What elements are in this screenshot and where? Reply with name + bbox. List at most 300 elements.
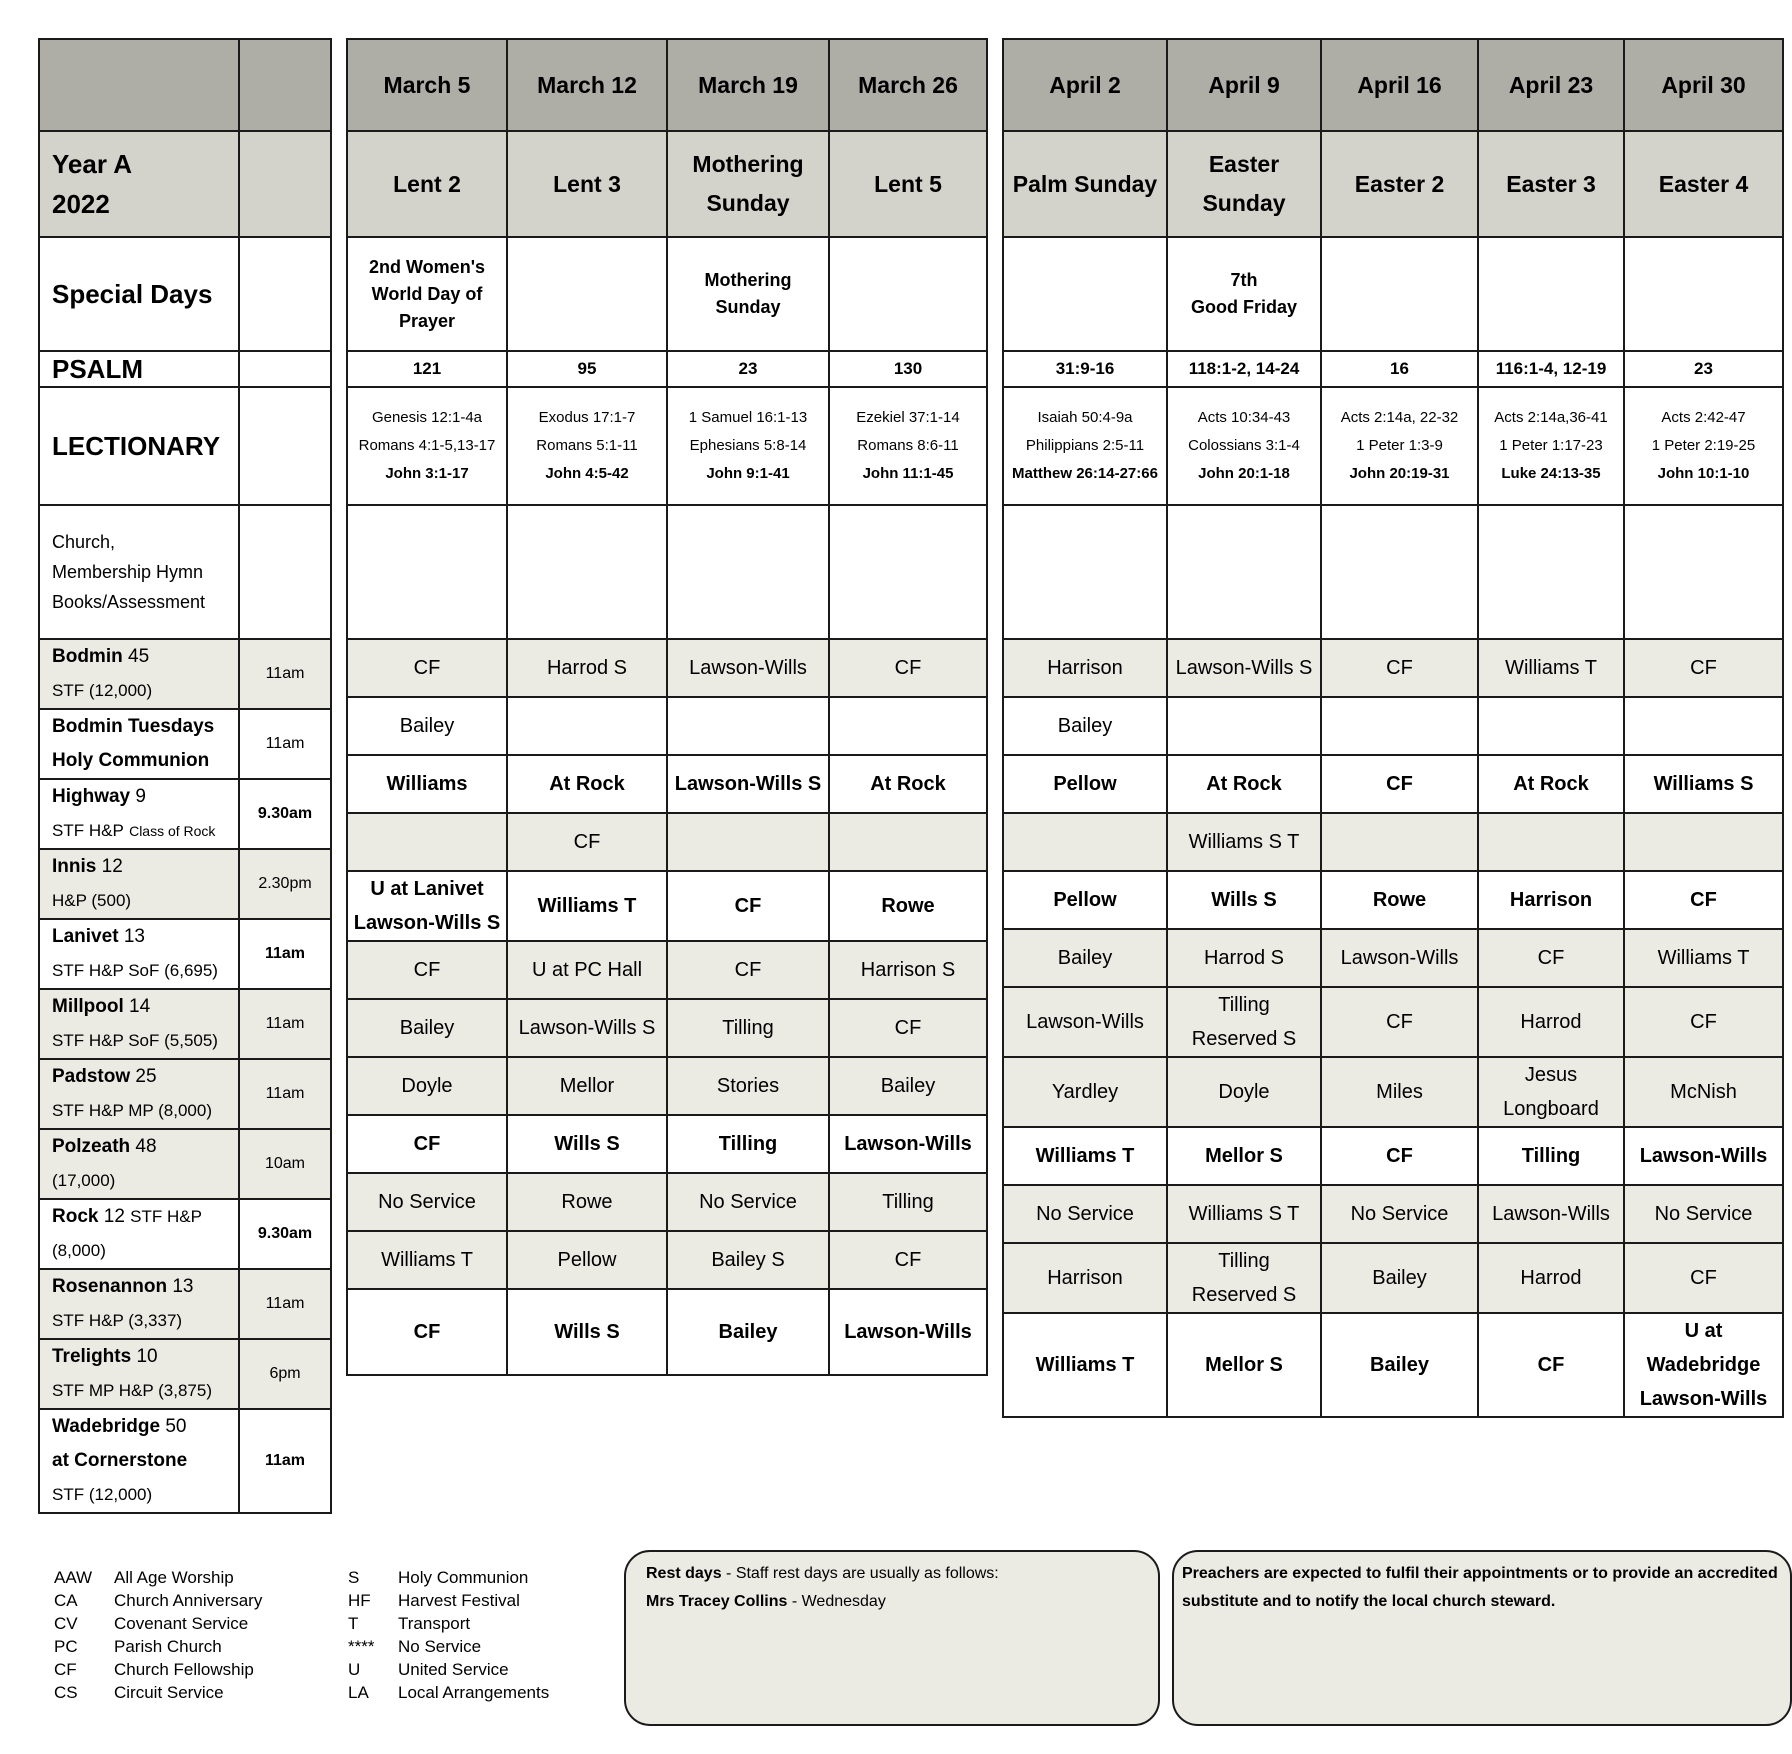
reading: John 20:1-18 (1198, 465, 1290, 482)
preacher-cell (1167, 1313, 1321, 1417)
preacher-cell (1321, 1313, 1478, 1417)
cell-line: Mellor S (1205, 1354, 1283, 1376)
preacher-cell (667, 999, 829, 1057)
legend-abbr: LA (348, 1683, 369, 1702)
preacher-cell (1478, 755, 1624, 813)
cell-line: Bailey (718, 1321, 778, 1343)
cell-line: Bailey (1370, 1354, 1429, 1376)
church-label-line1 (52, 1200, 236, 1234)
church-subline (52, 1304, 236, 1338)
special-row (1003, 237, 1783, 351)
preacher-cell (1003, 1185, 1167, 1243)
preacher-cell (829, 871, 987, 941)
cell-line: Harrison S (860, 959, 956, 981)
cell-line: CF (1690, 889, 1717, 911)
cell-line: Harrod (1520, 1267, 1582, 1289)
cell-line: CF (894, 657, 922, 679)
preacher-cell (1167, 987, 1321, 1057)
preacher-cell (1321, 1243, 1478, 1313)
year-value: 2022 (52, 189, 110, 219)
church-subline (52, 674, 236, 708)
preacher-cell (1321, 987, 1478, 1057)
church-label (39, 709, 239, 779)
legend-abbr: CA (54, 1591, 78, 1610)
cell-line: CF (413, 657, 441, 679)
cell-line: Pellow (1053, 889, 1117, 911)
cell-line: CF (1690, 1267, 1717, 1289)
rest-days-title: Rest days (646, 1565, 722, 1582)
cell-line: Harrod (1520, 1011, 1582, 1033)
lectionary-cell (507, 387, 667, 505)
preacher-cell (507, 1115, 667, 1173)
preachers-notice-line2: substitute and to notify the local church steward. (1182, 1593, 1556, 1610)
church-members: 12 (101, 856, 123, 877)
service-row (1003, 987, 1783, 1057)
service-row (347, 755, 987, 813)
preacher-cell (1624, 1243, 1783, 1313)
psalm-cell: 31:9-16 (1003, 351, 1167, 387)
cell-line: Lawson-Wills (1026, 1011, 1144, 1033)
preacher-cell (1003, 871, 1167, 929)
church-name: Wadebridge (52, 1416, 161, 1437)
preacher-cell (829, 1173, 987, 1231)
year-label: Year A (52, 149, 132, 179)
cell-line: Bailey (1057, 715, 1113, 737)
cell-line: Williams T (537, 895, 637, 917)
membership-cell (1478, 505, 1624, 639)
legend-meaning: Local Arrangements (398, 1683, 550, 1702)
church-row (39, 709, 331, 779)
cell-line: Lent 5 (874, 170, 942, 197)
church-label (39, 1059, 239, 1129)
cell-line: Mothering (704, 270, 792, 290)
date-cell: March 26 (829, 39, 987, 131)
service-row (347, 999, 987, 1057)
cell-line: Wills S (1211, 889, 1277, 911)
service-time: 9.30am (239, 1199, 331, 1269)
preacher-cell (1003, 755, 1167, 813)
church-label (39, 1269, 239, 1339)
preacher-cell (1624, 1313, 1783, 1417)
cell-line: Harrod S (546, 657, 628, 679)
legend-item (54, 1658, 262, 1681)
preacher-cell (829, 1231, 987, 1289)
sunday-cell (1624, 131, 1783, 237)
cell-line: Bailey (399, 1017, 455, 1039)
special-day-cell (1624, 237, 1783, 351)
special-row (347, 237, 987, 351)
service-time: 11am (239, 709, 331, 779)
psalm-cell: 16 (1321, 351, 1478, 387)
church-label-line1 (52, 780, 236, 814)
church-label (39, 1409, 239, 1513)
preacher-cell (1003, 1057, 1167, 1127)
church-label-line1 (52, 1410, 236, 1444)
preacher-cell (1624, 987, 1783, 1057)
church-note: Class of Rock (129, 823, 216, 839)
church-label (39, 779, 239, 849)
corner-time-cell (239, 39, 331, 131)
preachers-notice-box (1172, 1550, 1792, 1726)
cell-line: No Service (1350, 1203, 1449, 1225)
preacher-cell (1003, 639, 1167, 697)
rest-days-staff-name: Mrs Tracey Collins (646, 1593, 788, 1610)
church-label (39, 639, 239, 709)
cell-line: Bailey S (711, 1249, 785, 1271)
legend-abbr: CV (54, 1614, 78, 1633)
church-resources: STF (12,000) (52, 1485, 153, 1504)
cell-line: Prayer (398, 310, 456, 331)
legend-meaning: Covenant Service (114, 1614, 249, 1633)
preacher-cell (1321, 639, 1478, 697)
cell-line: World Day of (371, 283, 483, 304)
corner-cell (39, 39, 239, 131)
cell-line: Williams S T (1188, 1203, 1300, 1225)
cell-line: Tilling (722, 1017, 774, 1039)
preacher-cell (829, 1057, 987, 1115)
cell-line: No Service (699, 1191, 797, 1213)
preacher-cell (507, 999, 667, 1057)
preacher-cell (507, 871, 667, 941)
preacher-cell (1321, 929, 1478, 987)
preacher-cell (1624, 1185, 1783, 1243)
cell-line: Lawson-Wills (1639, 1145, 1768, 1167)
date-row (347, 39, 987, 131)
cell-line: CF (1386, 1145, 1413, 1167)
service-row (1003, 1185, 1783, 1243)
sunday-cell (347, 131, 507, 237)
preacher-cell (1003, 929, 1167, 987)
special-day-cell (1167, 237, 1321, 351)
cell-line: At Rock (1513, 773, 1589, 795)
reading: Acts 10:34-43 (1197, 409, 1291, 426)
church-label-line1 (52, 640, 236, 674)
cell-line: McNish (1670, 1081, 1737, 1103)
church-members: 50 (165, 1416, 187, 1437)
preacher-cell (1003, 813, 1167, 871)
preacher-cell (507, 1057, 667, 1115)
church-subline (52, 1374, 236, 1408)
cell-line: Easter 4 (1658, 170, 1749, 197)
preacher-cell (347, 755, 507, 813)
reading: 1 Peter 1:3-9 (1356, 437, 1443, 454)
empty-cell (239, 131, 331, 237)
church-members: 13 (172, 1276, 194, 1297)
church-row (39, 1409, 331, 1513)
service-time: 11am (239, 1059, 331, 1129)
church-members: 14 (129, 996, 151, 1017)
cell-line: Lawson-Wills (844, 1321, 972, 1343)
preacher-cell (829, 813, 987, 871)
psalm-row (39, 351, 331, 387)
date-cell: March 12 (507, 39, 667, 131)
preacher-cell (1003, 1313, 1167, 1417)
legend-meaning: Parish Church (114, 1637, 222, 1656)
preacher-cell (1624, 871, 1783, 929)
legend-meaning: Circuit Service (114, 1683, 224, 1702)
legend-item (54, 1635, 262, 1658)
cell-line: CF (734, 895, 762, 917)
cell-line: Lawson-Wills S (1175, 657, 1313, 679)
special-day-cell (1478, 237, 1624, 351)
cell-line: Williams S (1653, 773, 1754, 795)
service-row (1003, 1057, 1783, 1127)
service-time: 11am (239, 989, 331, 1059)
preacher-cell (1167, 871, 1321, 929)
preacher-cell (1624, 1127, 1783, 1185)
date-cell: March 19 (667, 39, 829, 131)
cell-line: Williams S T (1188, 831, 1300, 853)
church-row (39, 1129, 331, 1199)
church-row (39, 1199, 331, 1269)
preacher-cell (1003, 1243, 1167, 1313)
preacher-cell (1624, 697, 1783, 755)
legend-abbr: S (348, 1568, 360, 1587)
legend-abbr: **** (348, 1637, 375, 1656)
legend-abbreviations-right (348, 1566, 549, 1704)
service-time: 10am (239, 1129, 331, 1199)
lectionary-cell (1167, 387, 1321, 505)
sunday-cell (829, 131, 987, 237)
church-label-table (38, 38, 332, 1514)
preacher-cell (1167, 697, 1321, 755)
church-subline (52, 1164, 236, 1198)
reading: Matthew 26:14-27:66 (1012, 465, 1158, 482)
service-time: 11am (239, 1409, 331, 1513)
cell-line: Lawson-Wills (1340, 947, 1459, 969)
legend-item (348, 1612, 549, 1635)
cell-line: Williams T (381, 1249, 473, 1271)
preacher-cell (1478, 1057, 1624, 1127)
membership-label (39, 505, 239, 639)
service-row (347, 639, 987, 697)
special-days-label: Special Days (39, 237, 239, 351)
church-members: 10 (136, 1346, 158, 1367)
cell-line: At Rock (549, 773, 625, 795)
preacher-cell (829, 941, 987, 999)
church-name: Padstow (52, 1066, 131, 1087)
cell-line: CF (1537, 1354, 1565, 1376)
preacher-cell (1624, 755, 1783, 813)
membership-cell (507, 505, 667, 639)
cell-line: CF (1690, 657, 1717, 679)
legend-item (348, 1681, 549, 1704)
service-row (347, 697, 987, 755)
preacher-cell (347, 697, 507, 755)
service-row (1003, 1313, 1783, 1417)
cell-line: Stories (716, 1075, 780, 1097)
church-label-line1 (52, 1060, 236, 1094)
preacher-cell (1478, 929, 1624, 987)
cell-line: CF (1690, 1011, 1717, 1033)
preacher-cell (1478, 1127, 1624, 1185)
sunday-cell (1321, 131, 1478, 237)
legend-meaning: United Service (398, 1660, 509, 1679)
cell-line: Rowe (1372, 889, 1427, 911)
reading: Exodus 17:1-7 (538, 409, 636, 426)
service-row (347, 813, 987, 871)
cell-line: Tilling (1521, 1145, 1581, 1167)
preacher-cell (1478, 987, 1624, 1057)
cell-line: Rowe (881, 895, 935, 917)
cell-line: Bailey (1372, 1267, 1427, 1289)
cell-line: Easter 2 (1354, 170, 1445, 197)
special-day-cell (1321, 237, 1478, 351)
cell-line: Longboard (1503, 1098, 1599, 1120)
church-row (39, 639, 331, 709)
church-name: Bodmin Tuesdays (52, 716, 215, 737)
cell-line: Williams T (1035, 1145, 1135, 1167)
preacher-cell (1321, 697, 1478, 755)
preacher-cell (1624, 813, 1783, 871)
preacher-cell (507, 1231, 667, 1289)
cell-line: Lawson-Wills S (518, 1017, 656, 1039)
cell-line: CF (413, 1321, 441, 1343)
church-row (39, 1339, 331, 1409)
service-row (347, 941, 987, 999)
legend-item (54, 1681, 262, 1704)
legend-abbreviations-left (54, 1566, 262, 1704)
preacher-cell (667, 639, 829, 697)
cell-line: CF (894, 1017, 922, 1039)
cell-line: Williams T (1657, 947, 1750, 969)
preacher-cell (829, 755, 987, 813)
date-cell: March 5 (347, 39, 507, 131)
header-row-sundays (39, 131, 331, 237)
cell-line: CF (573, 831, 601, 853)
sunday-cell (667, 131, 829, 237)
cell-line: No Service (1654, 1203, 1753, 1225)
church-row (39, 779, 331, 849)
preacher-cell (1003, 1127, 1167, 1185)
year-label-cell (39, 131, 239, 237)
preacher-cell (829, 999, 987, 1057)
church-label (39, 849, 239, 919)
psalm-cell: 118:1-2, 14-24 (1167, 351, 1321, 387)
reading: Acts 2:14a,36-41 (1494, 409, 1608, 426)
cell-line: Wadebridge (1646, 1354, 1761, 1376)
cell-line: Mellor S (1205, 1145, 1283, 1167)
church-label-line1 (52, 710, 236, 744)
cell-line: Tilling (882, 1191, 934, 1213)
legend-meaning: Transport (398, 1614, 471, 1633)
church-subline (52, 814, 236, 848)
service-row (1003, 929, 1783, 987)
membership-cell (1321, 505, 1478, 639)
cell-line: Doyle (401, 1075, 453, 1097)
preacher-cell (1478, 639, 1624, 697)
church-row (39, 1269, 331, 1339)
cell-line: Harrison (1047, 1267, 1123, 1289)
church-subline (52, 954, 236, 988)
cell-line: U at (1684, 1320, 1723, 1342)
march-plan-table (346, 38, 988, 1376)
preacher-cell (829, 1289, 987, 1375)
cell-line: Yardley (1051, 1081, 1119, 1103)
preacher-cell (1478, 1243, 1624, 1313)
legend-abbr: U (348, 1660, 361, 1679)
cell-line: Williams (386, 773, 468, 795)
reading: Romans 8:6-11 (857, 437, 959, 454)
preacher-cell (1167, 1185, 1321, 1243)
legend-meaning: Harvest Festival (398, 1591, 520, 1610)
lectionary-cell (1478, 387, 1624, 505)
preacher-cell (1321, 1057, 1478, 1127)
service-time: 9.30am (239, 779, 331, 849)
cell-line: CF (1537, 947, 1565, 969)
church-members: 45 (128, 646, 150, 667)
preacher-cell (667, 1289, 829, 1375)
reading: John 11:1-45 (862, 465, 954, 482)
preacher-cell (667, 1173, 829, 1231)
reading: Romans 5:1-11 (536, 437, 638, 454)
preacher-cell (1167, 755, 1321, 813)
service-row (1003, 813, 1783, 871)
date-cell: April 30 (1624, 39, 1783, 131)
empty-cell (239, 351, 331, 387)
special-day-cell (829, 237, 987, 351)
cell-line: Palm Sunday (1012, 170, 1158, 197)
legend-meaning: Church Fellowship (114, 1660, 254, 1679)
membership-row (347, 505, 987, 639)
church-resources: Holy Communion (52, 750, 210, 771)
lectionary-row (39, 387, 331, 505)
cell-line: No Service (1036, 1203, 1134, 1225)
legend-meaning: Holy Communion (398, 1568, 529, 1587)
cell-line: Harrison (1047, 657, 1123, 679)
preacher-cell (1478, 871, 1624, 929)
service-row (347, 1057, 987, 1115)
date-cell: April 9 (1167, 39, 1321, 131)
church-row (39, 1059, 331, 1129)
preacher-cell (829, 639, 987, 697)
cell-line: Easter (1208, 151, 1280, 177)
church-label (39, 1129, 239, 1199)
psalm-cell: 116:1-4, 12-19 (1478, 351, 1624, 387)
membership-cell (1167, 505, 1321, 639)
cell-line: Bailey (880, 1075, 936, 1097)
cell-line: Mothering (692, 151, 804, 177)
lectionary-cell (1321, 387, 1478, 505)
church-subline (52, 1024, 236, 1058)
service-row (347, 1115, 987, 1173)
church-label-line1 (52, 990, 236, 1024)
church-row (39, 849, 331, 919)
legend-abbr: AAW (54, 1568, 93, 1587)
special-days-row (39, 237, 331, 351)
special-day-cell (347, 237, 507, 351)
legend-abbr: T (348, 1614, 359, 1633)
reading: Acts 2:14a, 22-32 (1340, 409, 1459, 426)
date-cell: April 23 (1478, 39, 1624, 131)
membership-cell (347, 505, 507, 639)
cell-line: Williams T (1035, 1354, 1135, 1376)
church-label-line1 (52, 920, 236, 954)
cell-line: 2nd Women's (369, 256, 485, 277)
service-row (347, 871, 987, 941)
preacher-cell (1478, 1185, 1624, 1243)
church-label (39, 919, 239, 989)
rest-days-text: - Staff rest days are usually as follows: (721, 1565, 999, 1582)
psalm-cell: 121 (347, 351, 507, 387)
service-row (1003, 1127, 1783, 1185)
sunday-row (1003, 131, 1783, 237)
church-label (39, 1339, 239, 1409)
preacher-cell (667, 1115, 829, 1173)
legend-abbr: CF (54, 1660, 77, 1679)
service-time: 2.30pm (239, 849, 331, 919)
legend-item (54, 1589, 262, 1612)
